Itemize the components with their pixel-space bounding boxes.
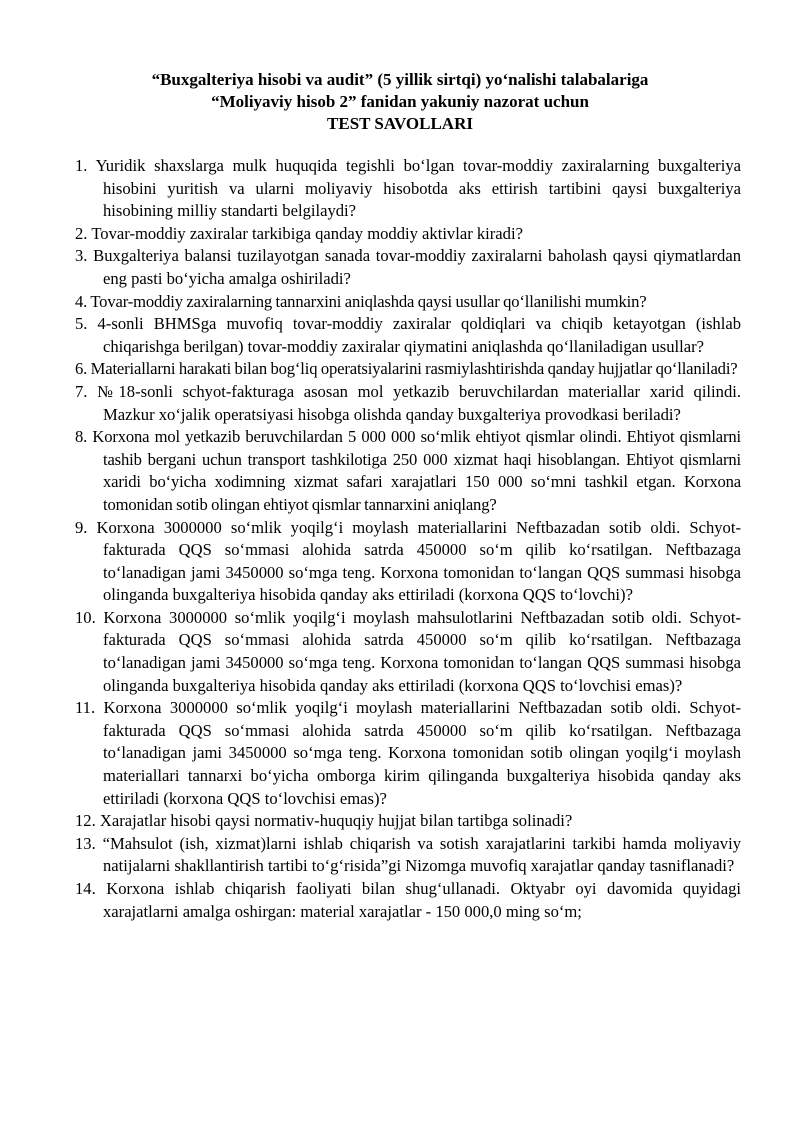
question-text: Yuridik shaxslarga mulk huquqida tegishli bo‘lgan tovar-moddiy zaxiralarning buxgalteriya hisobini yuritish va ularni moliyaviy hisobotda aks ettirish tartibini qaysi buxgalteriya hisobining milliy standarti belgilaydi? (95, 156, 741, 221)
question-12 (75, 810, 741, 833)
question-7 (75, 381, 741, 426)
question-6 (75, 358, 741, 381)
question-number: 10. (75, 607, 96, 627)
header-line-2: “Moliyaviy hisob 2” fanidan yakuniy nazorat uchun (211, 92, 589, 111)
question-number: 3. (75, 246, 88, 266)
question-number: 8. (75, 427, 88, 447)
question-text: Tovar-moddiy zaxiralar tarkibiga qanday moddiy aktivlar kiradi? (91, 223, 523, 243)
question-5 (75, 313, 741, 358)
question-text: Korxona mol yetkazib beruvchilardan 5 000 000 so‘mlik ehtiyot qismlar olindi. Ehtiyot qismlarni tashib bergani uchun transport tashkilotiga 250 000 xizmat haqi hisoblangan. Ehtiyot qismlarni xaridi bo‘yicha xodimning xizmat safari xarajatlari 150 000 so‘mni tashkil etgan. Korxona tomonidan sotib olingan ehtiyot qismlar tannarxini aniqlang? (92, 427, 741, 514)
question-number: 13. (75, 833, 96, 853)
question-2 (75, 223, 741, 246)
question-text: №18-sonli schyot-fakturaga asosan mol yetkazib beruvchilardan materiallar xarid qilindi. Mazkur xo‘jalik operatsiyasi hisobga olishda qanday buxgalteriya provodkasi beriladi? (97, 381, 741, 424)
question-8 (75, 426, 741, 516)
question-11 (75, 697, 741, 810)
question-text: Korxona 3000000 so‘mlik yoqilg‘i moylash materiallarini Neftbazadan sotib oldi. Schyot-fakturada QQS so‘mmasi alohida satrda 450000 so‘m qilib ko‘rsatilgan. Neftbazaga to‘lanadigan jami 3450000 so‘mga teng. Korxona tomonidan sotib olingan yoqilg‘i moylash materiallari tannarxi bo‘yicha omborga kirim qilinganda buxgalteriya hisobida qanday aks ettiriladi (korxona QQS to‘lovchisi emas)? (103, 698, 741, 808)
question-text: “Mahsulot (ish, xizmat)larni ishlab chiqarish va sotish xarajatlarini tarkibi hamda moliyaviy natijalarni shakllantirish tartibi to‘g‘risida”gi Nizomga muvofiq xarajatlar qanday tasniflanadi? (102, 833, 741, 876)
document-header (60, 69, 740, 135)
question-number: 4. (75, 291, 88, 311)
header-line-1: “Buxgalteriya hisobi va audit” (5 yillik sirtqi) yo‘nalishi talabalariga (151, 70, 649, 89)
question-number: 7. (75, 381, 88, 401)
question-text: 4-sonli BHMSga muvofiq tovar-moddiy zaxiralar qoldiqlari va chiqib ketayotgan (ishlab chiqarishga berilgan) tovar-moddiy zaxiralar qiymatini aniqlashda qo‘llaniladigan usullar? (97, 314, 741, 356)
question-3 (75, 245, 741, 290)
question-number: 2. (75, 223, 88, 243)
question-number: 6. (75, 359, 88, 379)
header-title: TEST SAVOLLARI (327, 114, 473, 133)
question-text: Korxona ishlab chiqarish faoliyati bilan shug‘ullanadi. Oktyabr oyi davomida quyidagi xarajatlarni amalga oshirgan: material xarajatlar - 150 000,0 ming so‘m; (103, 879, 741, 921)
question-text: Tovar-moddiy zaxiralarning tannarxini aniqlashda qaysi usullar qo‘llanilishi mumkin? (90, 291, 647, 311)
question-text: Korxona 3000000 so‘mlik yoqilg‘i moylash mahsulotlarini Neftbazadan sotib oldi. Schyot-fakturada QQS so‘mmasi alohida satrda 450000 so‘m qilib ko‘rsatilgan. Neftbazaga to‘lanadigan jami 3450000 so‘mga teng. Korxona tomonidan to‘langan QQS summasi hisobga olinganda buxgalteriya hisobida qanday aks ettiriladi (korxona QQS to‘lovchisi emas)? (103, 607, 741, 695)
question-10 (75, 607, 741, 697)
question-14 (75, 878, 741, 923)
question-4 (75, 291, 741, 314)
question-number: 12. (75, 811, 96, 831)
question-text: Buxgalteriya balansi tuzilayotgan sanada tovar-moddiy zaxiralarni baholash qaysi qiymatlardan eng pasti bo‘yicha amalga oshiriladi? (93, 246, 741, 288)
question-list (75, 155, 741, 923)
question-text: Xarajatlar hisobi qaysi normativ-huquqiy hujjat bilan tartibga solinadi? (99, 811, 573, 831)
question-13 (75, 833, 741, 878)
question-number: 11. (75, 698, 96, 718)
question-number: 9. (75, 517, 88, 537)
question-number: 5. (75, 314, 88, 334)
question-text: Korxona 3000000 so‘mlik yoqilg‘i moylash materiallarini Neftbazadan sotib oldi. Schyot-fakturada QQS so‘mmasi alohida satrda 450000 so‘m qilib ko‘rsatilgan. Neftbazaga to‘lanadigan jami 3450000 so‘mga teng. Korxona tomonidan to‘langan QQS summasi hisobga olinganda buxgalteriya hisobida qanday aks ettiriladi (korxona QQS to‘lovchi)? (96, 517, 741, 605)
question-number: 1. (75, 156, 88, 175)
question-1 (75, 155, 741, 223)
question-number: 14. (75, 879, 96, 898)
question-text: Materiallarni harakati bilan bog‘liq operatsiyalarini rasmiylashtirishda qanday hujjatlar qo‘llaniladi? (90, 359, 738, 379)
question-9 (75, 517, 741, 607)
